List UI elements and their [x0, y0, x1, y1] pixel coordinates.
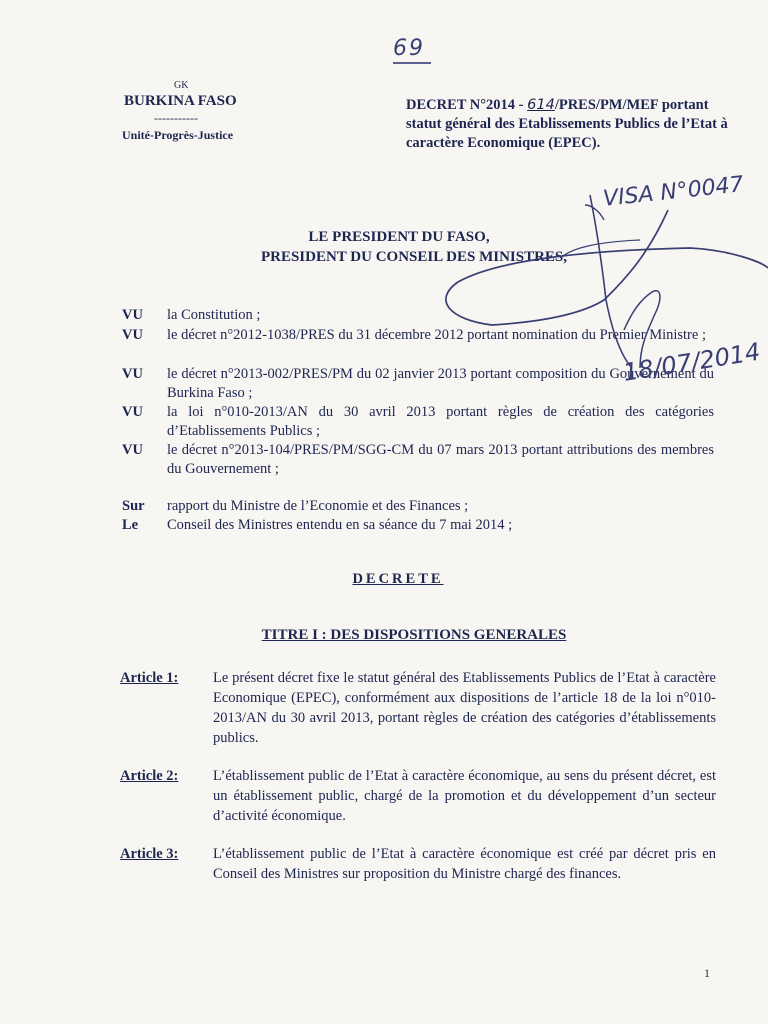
visa-clause	[122, 365, 714, 403]
title-heading: TITRE I : DES DISPOSITIONS GENERALES	[261, 627, 567, 643]
national-motto: Unité-Progrès-Justice	[122, 128, 234, 142]
council-clause	[122, 516, 714, 535]
visa-label: VU	[122, 404, 143, 420]
visa-annotation: VISA N°0047	[601, 172, 745, 212]
decrete-heading: DECRETE	[352, 571, 444, 587]
visa-text: le décret n°2013-104/PRES/PM/SGG-CM du 07 mars 2013 portant attributions des membres du Gouvernement ;	[167, 442, 714, 477]
header-divider: -----------	[154, 111, 198, 125]
visa-clause	[122, 306, 714, 325]
clause-text: Conseil des Ministres entendu en sa séance du 7 mai 2014 ;	[167, 517, 513, 533]
clause-label: Sur	[122, 498, 145, 514]
president-heading-line2: PRESIDENT DU CONSEIL DES MINISTRES,	[260, 249, 568, 265]
president-heading-line1: LE PRESIDENT DU FASO,	[308, 229, 490, 245]
article-label: Article 2:	[120, 768, 179, 784]
initials: GK	[174, 80, 189, 91]
visa-text: la loi n°010-2013/AN du 30 avril 2013 portant règles de création des catégories d’Etablissements Publics ;	[167, 404, 714, 439]
clause-text: rapport du Ministre de l’Economie et des Finances ;	[167, 498, 469, 514]
page-number: 1	[704, 966, 710, 980]
article	[120, 844, 716, 884]
decree-suffix: /PRES/PM/MEF	[554, 97, 659, 113]
article-text: L’établissement public de l’Etat à caractère économique est créé par décret pris en Conseil des Ministres sur proposition du Ministre chargé des finances.	[213, 846, 716, 882]
report-clause	[122, 497, 714, 516]
decree-prefix: DECRET N°2014 -	[406, 97, 524, 113]
decree-title	[406, 96, 731, 153]
visa-clause	[122, 403, 714, 441]
page-mark-underline	[393, 62, 431, 64]
date-annotation: 18/07/2014	[621, 337, 763, 387]
decree-subject: portant statut général des Etablissements Publics de l’Etat à caractère Economique (EPEC).	[406, 97, 728, 151]
article	[120, 766, 716, 826]
visa-label: VU	[122, 366, 143, 382]
visa-clause	[122, 326, 714, 345]
handwritten-page-mark: 69	[393, 36, 425, 61]
article-text: L’établissement public de l’Etat à caractère économique, au sens du présent décret, est un établissement public, chargé de la promotion et du développement d’un secteur d’activité économique.	[213, 768, 716, 824]
visa-label: VU	[122, 327, 143, 343]
signature-stroke	[585, 205, 604, 220]
visa-clause	[122, 441, 714, 479]
article-text: Le présent décret fixe le statut général des Etablissements Publics de l’Etat à caractère Economique (EPEC), conformément aux dispositions de l’article 18 de la loi n°010-2013/AN du 30 avril 2013, portant règles de création des catégories d’établissements publics.	[213, 670, 716, 746]
visa-text: la Constitution ;	[167, 307, 261, 323]
clause-label: Le	[122, 517, 139, 533]
visa-text: le décret n°2013-002/PRES/PM du 02 janvier 2013 portant composition du Gouvernement du Burkina Faso ;	[167, 366, 714, 401]
visa-label: VU	[122, 442, 143, 458]
article-label: Article 3:	[120, 846, 179, 862]
visa-label: VU	[122, 307, 143, 323]
country-name: BURKINA FASO	[124, 93, 237, 109]
visa-text: le décret n°2012-1038/PRES du 31 décembre 2012 portant nomination du Premier Ministre ;	[167, 327, 706, 343]
decree-number: 614	[527, 97, 555, 113]
article-label: Article 1:	[120, 670, 179, 686]
article	[120, 668, 716, 748]
